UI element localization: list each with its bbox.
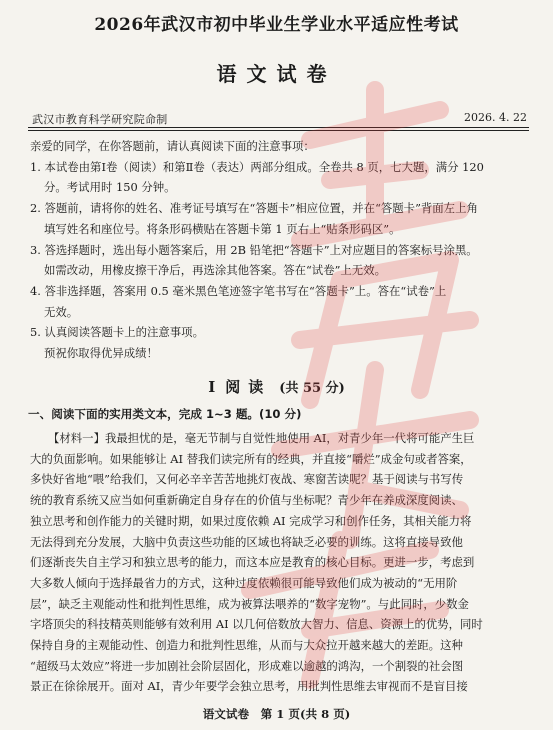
passage-line: 保持自身的主观能动性、创造力和批判性思维，从而与大众拉开越来越大的差距。这种: [30, 638, 463, 653]
passage-line: 独立思考和创作能力的关键时期，如果过度依赖 AI 完成学习和创作任务，其相关能力将: [30, 513, 472, 528]
paper-title: 语文试卷: [216, 62, 337, 86]
notice-line: 2. 答题前，请将你的姓名、准考证号填写在“答题卡”相应位置，并在“答题卡”背面左上角: [30, 201, 478, 216]
section-name: 阅读: [225, 378, 272, 396]
exam-title: 2026年武汉市初中毕业生学业水平适应性考试: [94, 15, 459, 35]
header-rule-double: [28, 130, 529, 131]
notice-block: [30, 136, 530, 364]
notice-line: 4. 答非选择题，答案用 0.5 毫米黑色笔迹签字笔书写在“答题卡”上。答在“试卷”上: [30, 283, 447, 298]
passage-line: 们逐渐丧失自主学习和独立思考的能力，而这本应是教育的核心目标。更进一步，考虑到: [30, 555, 475, 570]
notice-line: 5. 认真阅读答题卡上的注意事项。: [30, 325, 204, 340]
notice-line: 1. 本试卷由第Ⅰ卷（阅读）和第Ⅱ卷（表达）两部分组成。全卷共 8 页，七大题，满分 120: [30, 159, 484, 174]
passage-line: 字塔顶尖的科技精英则能够有效利用 AI 以几何倍数放大智力、信息、资源上的优势，同时: [30, 617, 483, 632]
section-title: [0, 376, 553, 397]
passage-line: 大的负面影响。如果能够让 AI 替我们读完所有的经典，并直接“嚼烂”成金句或者答案，: [30, 451, 472, 466]
passage-line: 景正在徐徐展开。面对 AI，青少年要学会独立思考，用批判性思维去审视而不是盲目接: [30, 679, 468, 694]
passage-line: 【材料一】我最担忧的是，毫无节制与自觉性地使用 AI，对青少年一代将可能产生巨: [48, 431, 475, 445]
section-numeral: Ⅰ: [208, 378, 216, 396]
passage-line: 大多数人倾向于选择最省力的方式，这种过度依赖很可能导致他们成为被动的“无用阶: [30, 575, 458, 590]
notice-line: 亲爱的同学，在你答题前，请认真阅读下面的注意事项：: [30, 139, 315, 153]
passage-line: 统的教育系统又应当如何重新确定自身存在的价值与坐标呢？青少年在养成深度阅读、: [30, 493, 463, 508]
passage-line: 无法得到充分发展，大脑中负责这些功能的区域也将缺乏必要的训练。这将直接导致他: [30, 534, 463, 549]
notice-line: 预祝你取得优异成绩！: [44, 346, 158, 361]
notice-line: 3. 答选择题时，选出每小题答案后，用 2B 铅笔把“答题卡”上对应题目的答案标号涂黑。: [30, 242, 478, 257]
page-footer: 语文试卷 第 1 页(共 8 页): [202, 707, 351, 721]
notice-line: 无效。: [44, 304, 79, 319]
exam-date: 2026. 4. 22: [464, 111, 527, 124]
notice-line: 分。考试用时 150 分钟。: [44, 180, 176, 195]
issuer: 武汉市教育科学研究院命制: [32, 113, 168, 126]
section-score: (共 55 分): [279, 381, 345, 396]
passage-line: “超级马太效应”将进一步加剧社会阶层固化，形成难以逾越的鸿沟，一个割裂的社会图: [30, 658, 464, 673]
notice-line: 填写姓名和座位号。将条形码横贴在答题卡第 1 页右上“贴条形码区”。: [44, 221, 401, 236]
reading-passage: [30, 428, 530, 697]
passage-line: 多快好省地“喂”给我们，又何必辛辛苦苦地挑灯夜战、寒窗苦读呢？基于阅读与书写传: [30, 472, 464, 487]
passage-line: 层”，缺乏主观能动性和批判性思维，成为被算法喂养的“数字宠物”。与此同时，少数金: [30, 596, 469, 611]
notice-line: 如需改动，用橡皮擦干净后，再选涂其他答案。答在“试卷”上无效。: [44, 263, 386, 278]
question-heading: 一、阅读下面的实用类文本，完成 1~3 题。(10 分): [28, 407, 302, 421]
header-rule: [28, 127, 529, 128]
